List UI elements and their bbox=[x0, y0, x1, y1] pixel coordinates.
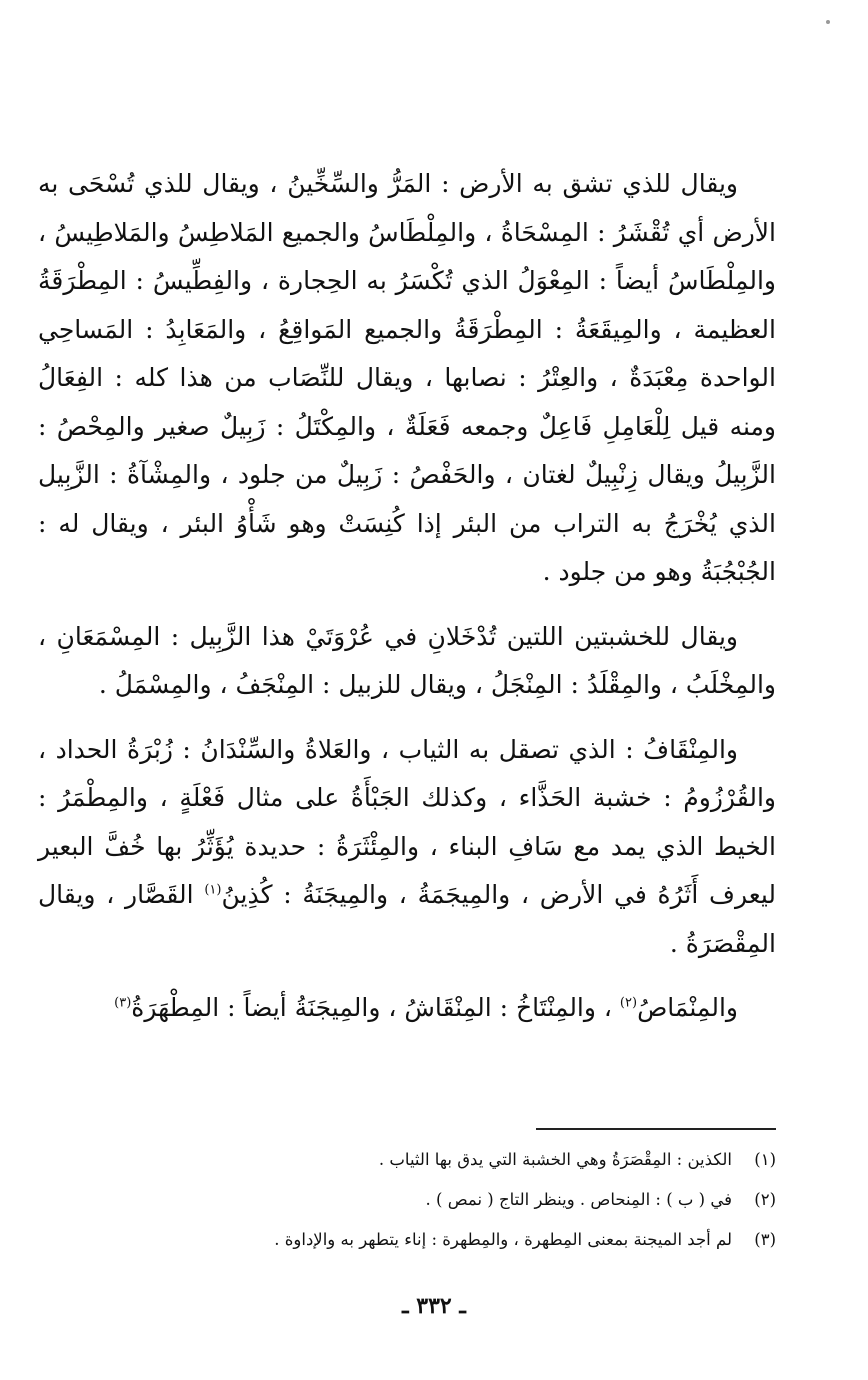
footnotes bbox=[60, 1140, 776, 1260]
page-number: ـ ٣٣٢ ـ bbox=[402, 1293, 466, 1319]
scan-mark bbox=[826, 20, 830, 24]
footnote-text: الكذين : المِقْصَرَةُ وهي الخشبة التي يدق بها الثياب . bbox=[378, 1150, 732, 1169]
paragraph-text: والمِنْمَاصُ bbox=[637, 993, 738, 1022]
footnote-ref-3[interactable]: (٣) bbox=[114, 995, 132, 1011]
paragraph-text-cont: ، والمِنْتَاخُ : المِنْقَاشُ ، والمِيجَنَةُ أيضاً : المِطْهَرَةُ bbox=[131, 993, 620, 1022]
main-text bbox=[38, 160, 776, 1033]
footnote-number: (١) bbox=[754, 1150, 776, 1169]
paragraph-2 bbox=[38, 613, 776, 710]
footnote-1 bbox=[60, 1140, 776, 1180]
footnote-ref-2[interactable]: (٢) bbox=[619, 995, 638, 1011]
footnote-divider bbox=[536, 1128, 776, 1130]
footnote-number: (٢) bbox=[754, 1190, 776, 1209]
paragraph-4 bbox=[38, 984, 776, 1033]
footnote-2 bbox=[60, 1180, 776, 1220]
paragraph-text-cont: القَصَّار ، ويقال المِقْصَرَةُ . bbox=[38, 880, 776, 958]
paragraph-text: ويقال للخشبتين اللتين تُدْخَلانِ في عُرْوَتَيْ هذا الزَّبِيل : المِسْمَعَانِ ، والمِخْلَبُ ، والمِقْلَدُ : المِنْجَلُ ، ويقال للزبيل : المِنْجَفُ ، والمِسْمَلُ . bbox=[38, 621, 776, 699]
footnote-3 bbox=[60, 1220, 776, 1260]
footnote-number: (٣) bbox=[754, 1230, 776, 1249]
footnote-text: في ( ب ) : المِنحاص . وينظر التاج ( نمص ) . bbox=[425, 1190, 732, 1209]
paragraph-3 bbox=[38, 726, 776, 969]
footnote-text: لم أجد الميجنة بمعنى المِطهرة ، والمِطهرة : إناء يتطهر به والإداوة . bbox=[274, 1230, 732, 1249]
paragraph-1 bbox=[38, 160, 776, 597]
footnote-ref-1[interactable]: (١) bbox=[204, 882, 222, 898]
paragraph-text: ويقال للذي تشق به الأرض : المَرُّ والسِّخِّينُ ، ويقال للذي تُسْحَى به الأرض أي تُقْشَرُ : المِسْحَاةُ ، والمِلْطَاسُ والجميع المَلاطِسُ والمَلاطِيسُ ، والمِلْطَاسُ أيضاً : المِعْوَلُ الذي تُكْسَرُ به الحِجارة ، والفِطِّيسُ : المِطْرَقَةُ العظيمة ، والمِيقَعَةُ : المِطْرَقَةُ والجميع المَواقِعُ ، والمَعَابِدُ : المَساحِي الواحدة مِعْبَدَةٌ ، والعِتْرُ : نصابها ، ويقال للنِّصَاب من هذا كله : الفِعَالُ ومنه قيل لِلْعَامِلِ فَاعِلٌ وجمعه فَعَلَةٌ ، والمِكْتَلُ : زَبِيلٌ صغير والمِحْصُ : الزَّبِيلُ ويقال زِنْبِيلٌ لغتان ، والحَفْصُ : زَبِيلٌ من جلود ، والمِشْآةُ : الزَّبِيل الذي يُخْرَجُ به التراب من البئر إذا كُنِسَتْ وهو شَأْوُ البئر ، ويقال له : الجُبْجُبَةُ وهو من جلود . bbox=[38, 169, 776, 586]
paragraph-text: والمِنْقَافُ : الذي تصقل به الثياب ، والعَلاةُ والسِّنْدَانُ : زُبْرَةُ الحداد ، والقُرْزُومُ : خشبة الحَذَّاء ، وكذلك الجَبْأَةُ على مثال فَعْلَةٍ ، والمِطْمَرُ : الخيط الذي يمد مع سَافِ البناء ، والمِئْثَرَةُ : حديدة يُؤَثِّرُ بها خُفَّ البعير ليعرف أَثَرُهُ في الأرض ، والمِيجَمَةُ ، والمِيجَنَةُ : كُذِينُ bbox=[38, 734, 776, 909]
